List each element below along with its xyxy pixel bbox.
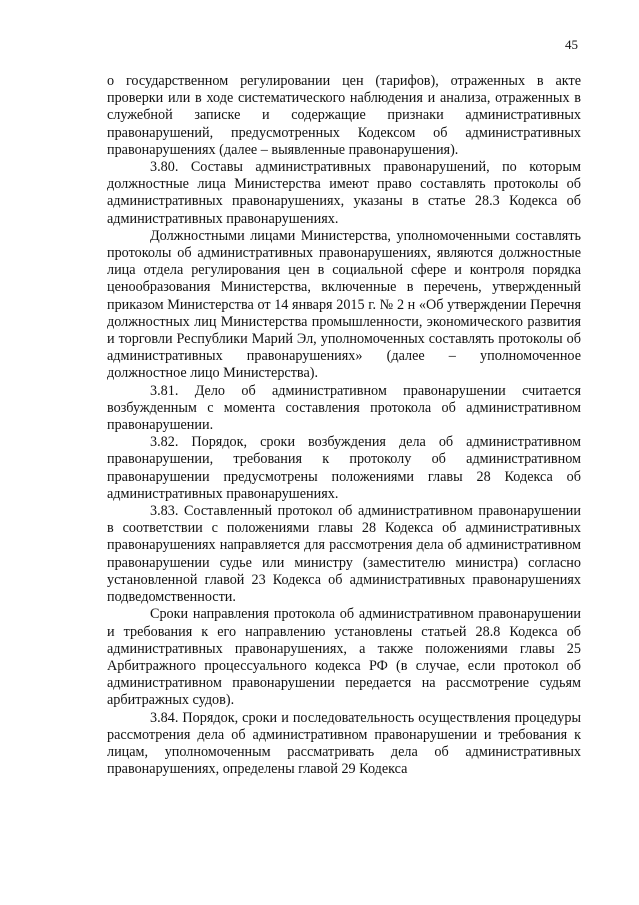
page-number: 45 bbox=[565, 37, 578, 52]
paragraph-3-80: 3.80. Составы административных правонарушений, по которым должностные лица Министерства имеют право составлять протоколы об административных правонарушениях, указаны в статье 28.3 Кодекса об административных правонарушениях. bbox=[107, 159, 581, 227]
paragraph-3-84: 3.84. Порядок, сроки и последовательность осуществления процедуры рассмотрения дела об административном правонарушении и требования к лицам, уполномоченным рассматривать дела об административных правонарушениях, определены главой 29 Кодекса bbox=[107, 709, 581, 778]
paragraph-deadlines: Сроки направления протокола об административном правонарушении и требования к его направлению установлены статьей 28.8 Кодекса об административных правонарушениях, а также положениями главы 25 Арбитражного процессуального кодекса РФ (в случае, если протокол об административном правонарушении передается на рассмотрение судьям арбитражных судов). bbox=[107, 606, 581, 709]
paragraph-3-83: 3.83. Составленный протокол об административном правонарушении в соответствии с положениями главы 28 Кодекса об административных правонарушениях направляется для рассмотрения дела об административном правонарушении судье или министру (заместителю министра) согласно установленной главой 23 Кодекса об административных правонарушениях подведомственности. bbox=[107, 503, 581, 606]
paragraph-officials: Должностными лицами Министерства, уполномоченными составлять протоколы об административных правонарушениях, являются должностные лица отдела регулирования цен в социальной сфере и контроля порядка ценообразования Министерства, включенные в перечень, утвержденный приказом Министерства от 14 января 2015 г. № 2 н «Об утверждении Перечня должностных лиц Министерства промышленности, экономического развития и торговли Республики Марий Эл, уполномоченных составлять протоколы об административных правонарушениях» (далее – уполномоченное должностное лицо Министерства). bbox=[107, 227, 581, 382]
paragraph-3-82: 3.82. Порядок, сроки возбуждения дела об административном правонарушении, требования к протоколу об административном правонарушении предусмотрены положениями главы 28 Кодекса об административных правонарушениях. bbox=[107, 434, 581, 502]
paragraph-3-81: 3.81. Дело об административном правонарушении считается возбужденным с момента составления протокола об административном правонарушении. bbox=[107, 382, 581, 434]
document-body bbox=[107, 73, 581, 778]
paragraph-continuation: о государственном регулировании цен (тарифов), отраженных в акте проверки или в ходе систематического наблюдения и анализа, отраженных в служебной записке и содержащие признаки административных правонарушений, предусмотренных Кодексом об административных правонарушениях (далее – выявленные правонарушения). bbox=[107, 73, 581, 158]
